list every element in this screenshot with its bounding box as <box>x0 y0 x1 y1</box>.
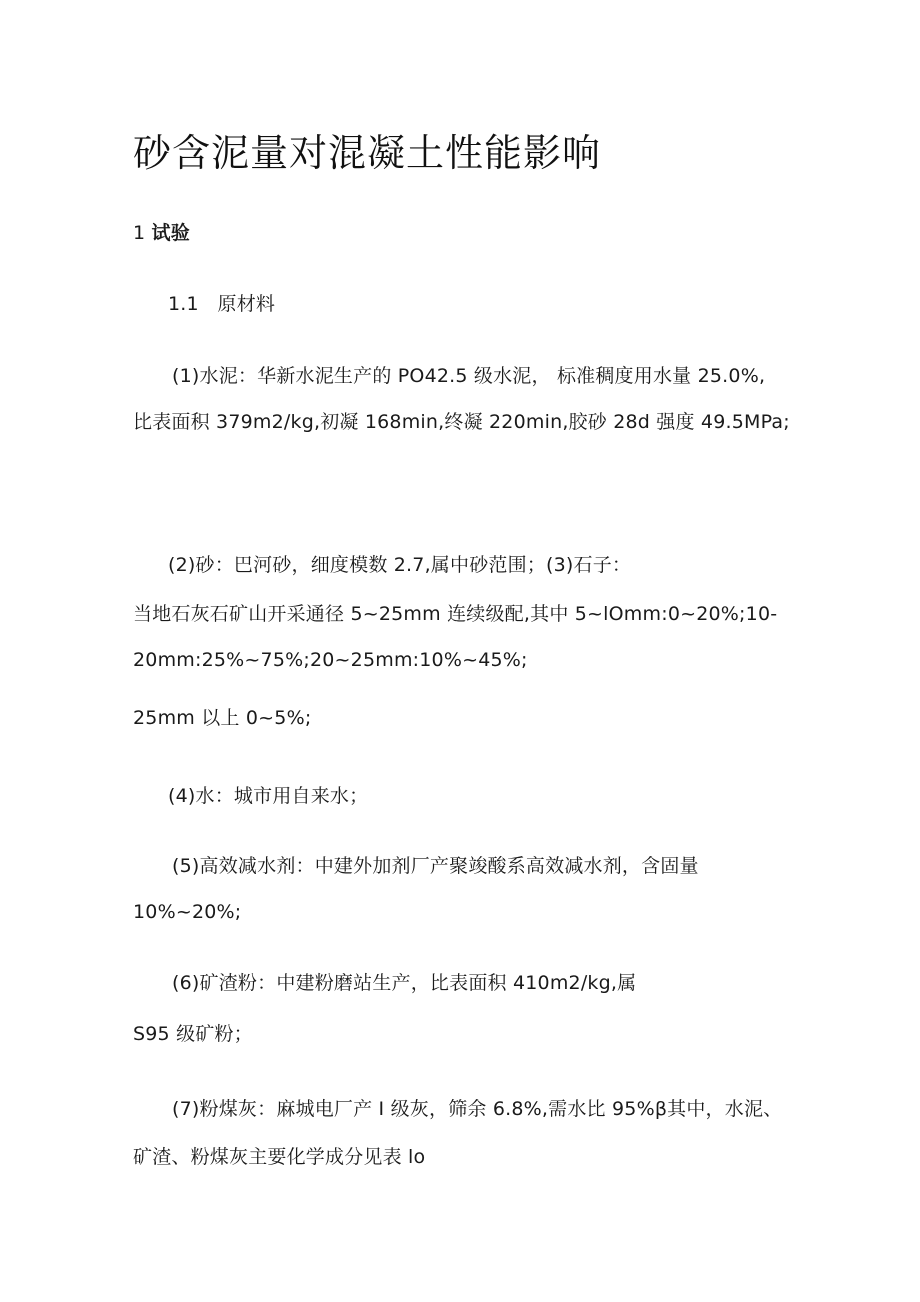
paragraph-slag-line-1: (6)矿渣粉：中建粉磨站生产，比表面积 410m2∕kg,属 <box>172 972 637 994</box>
paragraph-cement-line-2: 比表面积 379m2∕kg,初凝 168min,终凝 220min,胶砂 28d 强度 49.5MPa; <box>133 411 790 433</box>
paragraph-water-line-1: (4)水：城市用自来水； <box>168 785 369 807</box>
paragraph-flyash-line-1: (7)粉煤灰：麻城电厂产 I 级灰，筛余 6.8%,需水比 95%β其中，水泥、 <box>172 1098 783 1120</box>
document-title: 砂含泥量对混凝土性能影响 <box>133 131 602 175</box>
section-heading <box>133 221 190 245</box>
paragraph-sand-line-1: (2)砂：巴河砂，细度模数 2.7,属中砂范围；(3)石子： <box>168 554 632 576</box>
paragraph-reducer-line-1: (5)高效减水剂：中建外加剂厂产聚竣酸系高效减水剂，含固量 <box>172 855 699 877</box>
section-number: 1 <box>133 222 146 244</box>
paragraph-flyash-line-2: 矿渣、粉煤灰主要化学成分见表 lo <box>133 1146 426 1168</box>
paragraph-stone-line-3: 25mm 以上 0~5%; <box>133 707 312 729</box>
paragraph-slag-line-2: S95 级矿粉； <box>133 1023 253 1045</box>
paragraph-reducer-line-2: 10%~20%; <box>133 901 242 923</box>
section-title: 试验 <box>151 222 190 244</box>
paragraph-stone-line-2: 20mm:25%~75%;20~25mm:10%~45%; <box>133 649 528 671</box>
paragraph-cement-line-1: (1)水泥：华新水泥生产的 PO42.5 级水泥， 标准稠度用水量 25.0%, <box>172 365 766 387</box>
paragraph-stone-line-1: 当地石灰石矿山开采通径 5~25mm 连续级配,其中 5~lOmm:0~20%;10- <box>133 603 778 625</box>
subsection-heading: 1.1 原材料 <box>168 293 276 315</box>
